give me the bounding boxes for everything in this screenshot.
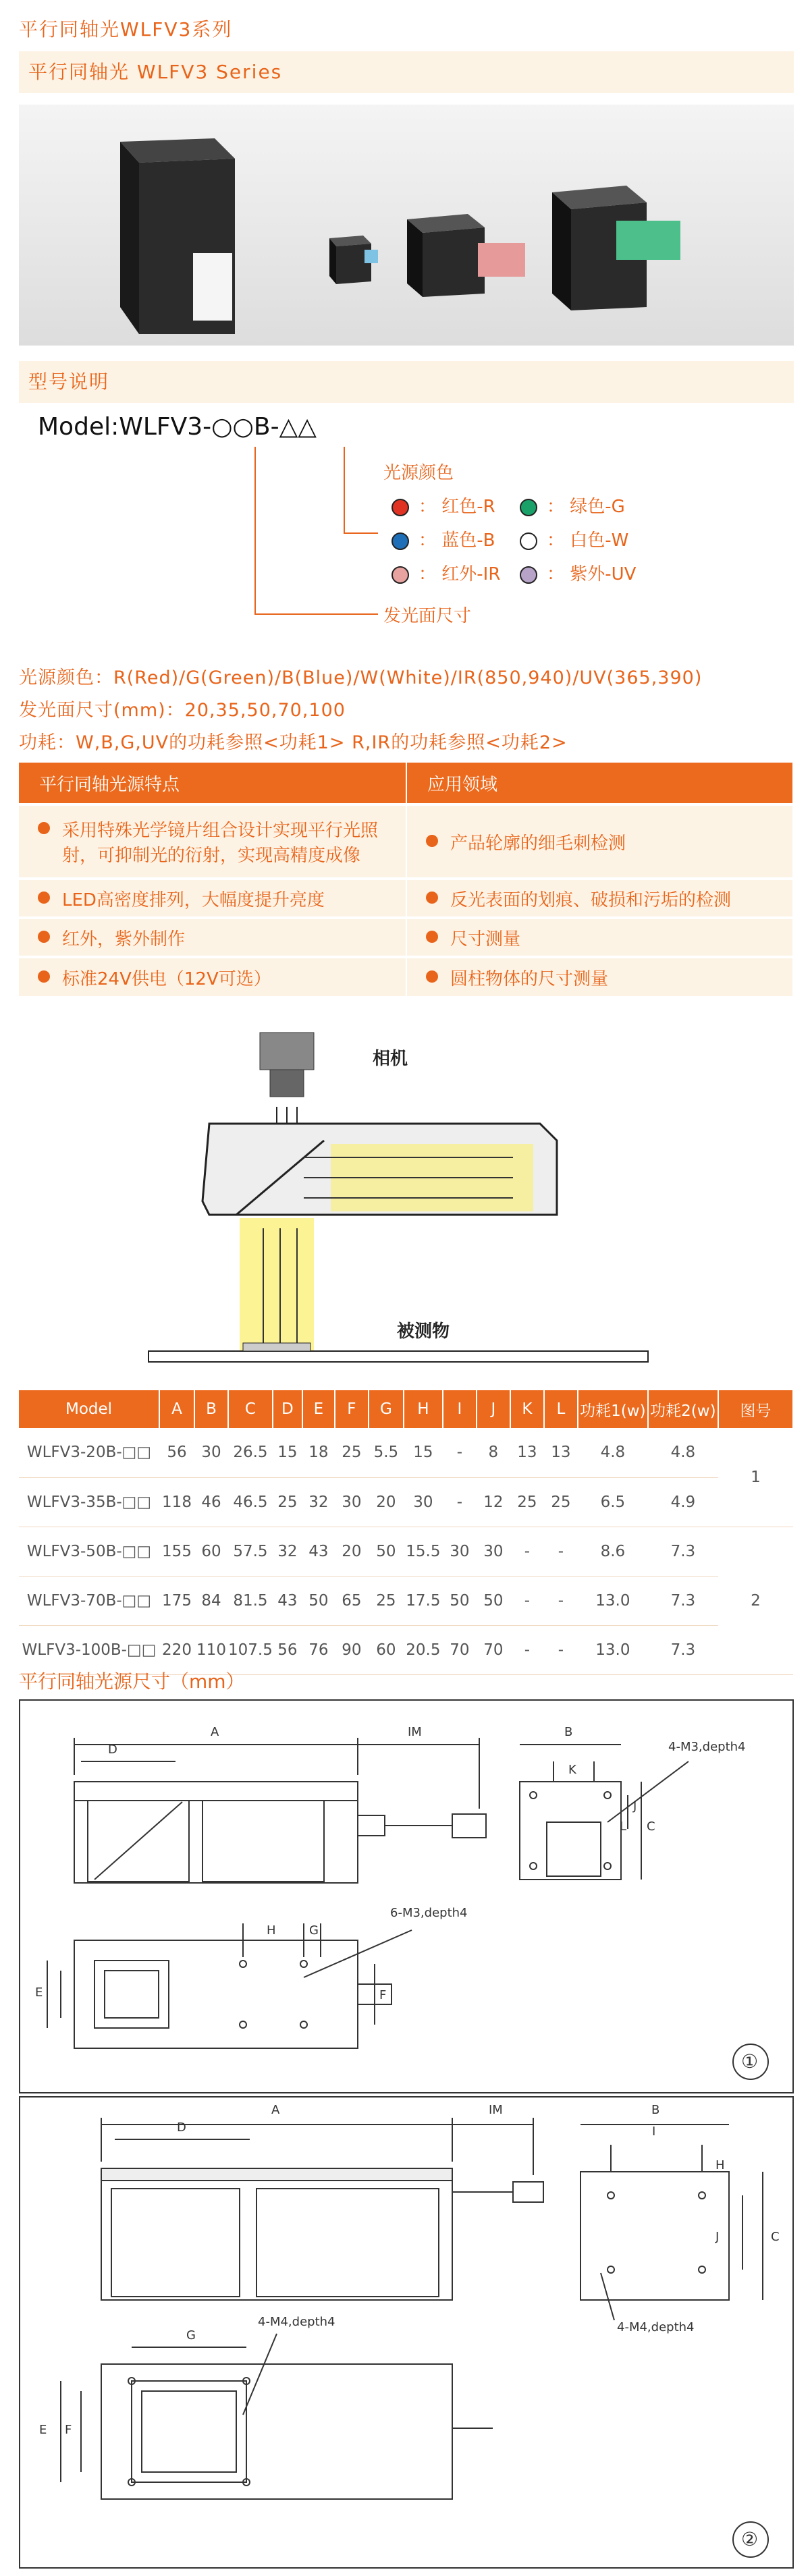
- color-option: ： 绿色-G: [520, 493, 625, 518]
- table-row: WLFV3-70B-□□ 175 84 81.5 43 50 65 25 17.5 50 50 - - 13.0 7.3: [19, 1576, 793, 1625]
- series-title-cn: 平行同轴光WLFV3系列: [19, 18, 233, 40]
- model-section-heading: 型号说明: [19, 361, 794, 403]
- table-row: WLFV3-100B-□□ 220 110 107.5 56 76 90 60 20.5 70 70 - - 13.0 7.3: [19, 1625, 793, 1674]
- figure-number-1: ①: [741, 2050, 759, 2073]
- features-header: 平行同轴光源特点: [19, 763, 406, 804]
- table-row: WLFV3-20B-□□ 56 30 26.5 15 18 25 5.5 15 - 8 13 13 4.8 4.8 1: [19, 1428, 793, 1477]
- color-option: ： 蓝色-B: [392, 526, 495, 551]
- features-table: 平行同轴光源特点 应用领域 采用特殊光学镜片组合设计实现平行光照射，可抑制光的衍射，实现高精度成像 产品轮廓的细毛刺检测 LED高密度排列，大幅度提升亮度 反光表面的划痕、破损和污垢的检测 红外，紫外制作 尺寸测量 标准24V供电（12V可选） 圆柱物体的尺寸测量: [19, 763, 794, 996]
- color-option: ： 白色-W: [520, 526, 628, 551]
- drawings-heading: 平行同轴光源尺寸（mm）: [19, 1670, 245, 1693]
- drawing-1: A IM D B K J L C H G E F 4-M3,depth4 6-M3,depth4 ①: [19, 1699, 794, 2093]
- model-table: Model A B C D E F G H I J K L 功耗1(w) 功耗2(w) 图号 WLFV3-20B-□□ 56 30 26.5 15 18 25 5.5 15 - 8 13 13 4.8 4.8 1 WLFV3-35B-□□ 118 46 46.5 25 32 30 20 30 - 12 25 25 6.5 4.9 WLFV3-50B-□□ 155 60 57.5 32 43 20 50 15.5 30 30 - - 8.6 7.3 2 WLFV3-70B-□□ 175 84 81.5 43 50 65 25 17.5 50 50 - - 13.0 7.3 WLFV3-100B-□□ 220 110 107.5 56 76 90 60 20.5 70 70 - - 13.0 7.3: [19, 1390, 794, 1675]
- color-option: ： 红色-R: [392, 493, 495, 518]
- applications-header: 应用领域: [406, 763, 793, 804]
- object-label: 被测物: [397, 1321, 450, 1342]
- size-label: 发光面尺寸: [383, 606, 472, 626]
- spec-size: 发光面尺寸(mm)：20,35,50,70,100: [19, 700, 346, 721]
- drawing-2: A IM D B I H J C G E F 4-M4,depth4 4-M4,depth4 ②: [19, 2096, 794, 2569]
- camera-label: 相机: [373, 1049, 408, 1069]
- color-option: ： 紫外-UV: [520, 560, 636, 585]
- model-code: Model:WLFV3-○○B-△△: [38, 413, 317, 441]
- spec-color: 光源颜色：R(Red)/G(Green)/B(Blue)/W(White)/IR(850,940)/UV(365,390): [19, 667, 703, 688]
- table-row: WLFV3-50B-□□ 155 60 57.5 32 43 20 50 15.5 30 30 - - 8.6 7.3 2: [19, 1527, 793, 1576]
- series-title-en: 平行同轴光 WLFV3 Series: [19, 51, 794, 93]
- color-option: ： 红外-IR: [392, 560, 500, 585]
- spec-power: 功耗：W,B,G,UV的功耗参照<功耗1> R,IR的功耗参照<功耗2>: [19, 732, 568, 753]
- color-group-title: 光源颜色: [383, 463, 454, 483]
- table-row: WLFV3-35B-□□ 118 46 46.5 25 32 30 20 30 - 12 25 25 6.5 4.9: [19, 1477, 793, 1527]
- figure-number-2: ②: [741, 2528, 759, 2550]
